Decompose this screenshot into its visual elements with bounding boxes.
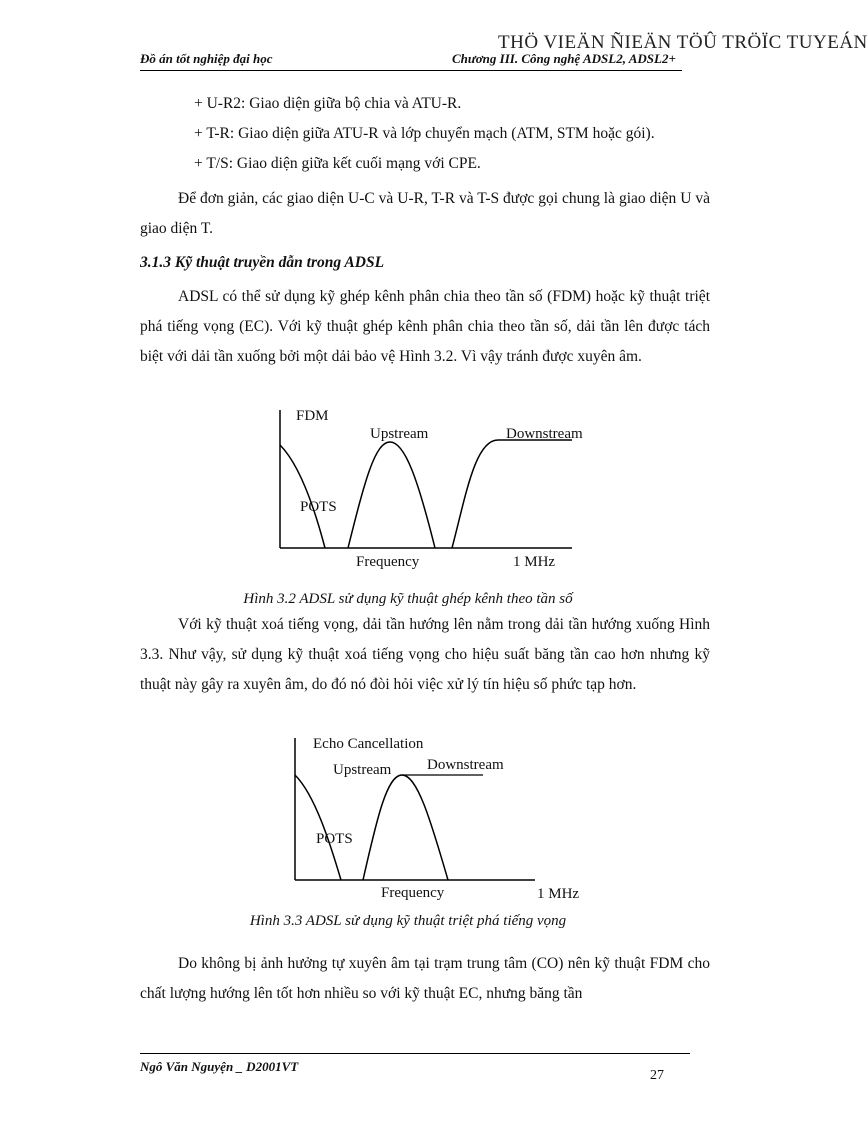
footer-author: Ngô Văn Nguyện _ D2001VT	[140, 1059, 299, 1074]
paragraph-fdm-vs-ec: Do không bị ảnh hưởng tự xuyên âm tại trạm trung tâm (CO) nên kỹ thuật FDM cho chất lượng hướng lên tốt hơn nhiều so với kỹ thuật EC, nhưng băng tần	[140, 955, 710, 1002]
ec-x-max-label: 1 MHz	[537, 886, 580, 902]
fdm-downstream-label: Downstream	[506, 426, 583, 442]
fdm-x-max-label: 1 MHz	[513, 554, 556, 570]
paragraph-fdm-intro: ADSL có thể sử dụng kỹ ghép kênh phân chia theo tần số (FDM) hoặc kỹ thuật triệt phá tiếng vọng (EC). Với kỹ thuật ghép kênh phân chia theo tần số, dải tần lên được tách biệt với dải tần xuống bởi một dải bảo vệ Hình 3.2. Vì vậy tránh được xuyên âm.	[140, 288, 710, 365]
fdm-x-label: Frequency	[356, 554, 420, 570]
page-number: 27	[650, 1068, 664, 1083]
figure-fdm-diagram	[270, 400, 610, 575]
figure-echo-diagram	[285, 733, 610, 908]
section-heading: 3.1.3 Kỹ thuật truyền dẫn trong ADSL	[140, 254, 385, 271]
figure-3-2-caption: Hình 3.2 ADSL sử dụng kỹ thuật ghép kênh theo tần số	[243, 591, 573, 607]
fdm-downstream-curve	[452, 440, 572, 548]
bullet-t-s: + T/S: Giao diện giữa kết cuối mạng với CPE.	[194, 155, 481, 172]
header-divider	[140, 70, 682, 71]
bullet-u-r2: + U-R2: Giao diện giữa bộ chia và ATU-R.	[194, 95, 462, 112]
paragraph-echo-cancel: Với kỹ thuật xoá tiếng vọng, dải tần hướng lên nằm trong dải tần hướng xuống Hình 3.3. Như vậy, sử dụng kỹ thuật xoá tiếng vọng cho hiệu suất băng tần cao hơn nhưng kỹ thuật này gây ra xuyên âm, do đó nó đòi hỏi việc xử lý tín hiệu số phức tạp hơn.	[140, 616, 710, 693]
ec-downstream-curve	[363, 775, 448, 880]
paragraph-interfaces: Để đơn giản, các giao diện U-C và U-R, T-R và T-S được gọi chung là giao diện U và giao diện T.	[140, 190, 710, 237]
bullet-t-r: + T-R: Giao diện giữa ATU-R và lớp chuyển mạch (ATM, STM hoặc gói).	[194, 125, 655, 142]
fdm-upstream-curve	[348, 442, 435, 548]
figure-3-3-caption: Hình 3.3 ADSL sử dụng kỹ thuật triệt phá tiếng vọng	[249, 913, 567, 929]
ec-x-label: Frequency	[381, 885, 445, 901]
ec-upstream-label: Upstream	[333, 762, 392, 778]
ec-pots-label: POTS	[316, 831, 353, 847]
ec-pots-curve	[295, 775, 341, 880]
header-chapter-title: Chương III. Công nghệ ADSL2, ADSL2+	[452, 51, 676, 66]
ec-title: Echo Cancellation	[313, 736, 424, 752]
fdm-pots-label: POTS	[300, 499, 337, 515]
footer-divider	[140, 1053, 690, 1054]
fdm-upstream-label: Upstream	[370, 426, 429, 442]
watermark-text: THÖ VIEÄN ÑIEÄN TÖÛ TRÖÏC TUYEÁN	[498, 32, 868, 53]
header-left-title: Đồ án tốt nghiệp đại học	[140, 51, 273, 66]
fdm-title: FDM	[296, 408, 329, 424]
ec-downstream-label: Downstream	[427, 757, 504, 773]
fdm-pots-curve	[280, 445, 325, 548]
